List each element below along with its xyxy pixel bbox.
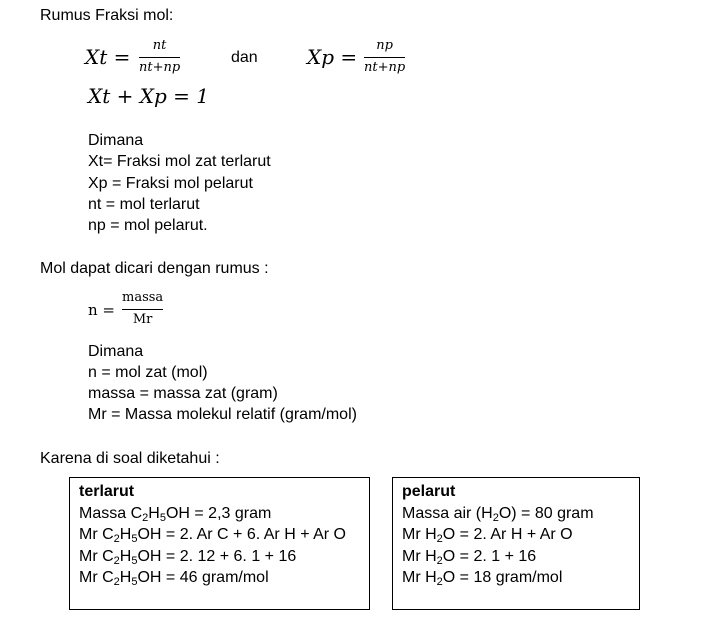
pelarut-box (392, 477, 640, 610)
def-np: np = mol pelarut. (88, 217, 208, 234)
terlarut-title: terlarut (79, 483, 135, 500)
dimana-label-2: Dimana (88, 343, 144, 360)
def-n: n = mol zat (mol) (88, 364, 208, 381)
terlarut-mr-result: Mr $C_2H_5OH = 46$ gram/mol (79, 569, 269, 588)
pelarut-mr-result: Mr $H_2O = 18$ gram/mol (402, 569, 563, 588)
pelarut-mr-subst: Mr $H_2O = 2$. 1 + 16 (402, 548, 537, 567)
dan-text: dan (231, 49, 258, 66)
pelarut-massa: Massa air $(H_2O) = 80$ gram (402, 505, 594, 524)
pelarut-title: pelarut (402, 483, 456, 500)
def-xt: Xt= Fraksi mol zat terlarut (88, 153, 271, 170)
n-fraction (122, 290, 163, 328)
dimana-label-1: Dimana (88, 132, 144, 149)
heading-rumus-fraksi-mol: Rumus Fraksi mol: (40, 7, 174, 24)
fraction-bar (364, 57, 405, 58)
xt-fraction (139, 38, 180, 76)
xt-numerator: nt (152, 38, 167, 53)
heading-diketahui: Karena di soal diketahui : (40, 450, 220, 467)
def-massa: massa = massa zat (gram) (88, 385, 278, 402)
xp-denominator: nt+np (364, 60, 406, 75)
terlarut-mr-formula: Mr $C_2H_5OH = 2$. Ar C + 6. Ar H + Ar O (79, 526, 346, 545)
xp-fraction (364, 38, 405, 76)
heading-mol-rumus: Mol dapat dicari dengan rumus : (40, 260, 269, 277)
terlarut-mr-subst: Mr $C_2H_5OH = 2$. 12 + 6. 1 + 16 (79, 548, 297, 567)
def-mr: Mr = Massa molekul relatif (gram/mol) (88, 406, 357, 423)
n-lhs: n = (88, 301, 115, 319)
def-nt: nt = mol terlarut (88, 196, 200, 213)
xt-lhs: Xt = (85, 45, 131, 69)
xp-numerator: np (376, 38, 393, 53)
xt-denominator: nt+np (139, 60, 181, 75)
fraction-bar (139, 57, 180, 58)
def-xp: Xp = Fraksi mol pelarut (88, 175, 253, 192)
sum-equation: Xt + Xp = 1 (88, 84, 209, 108)
xp-lhs: Xp = (307, 45, 358, 69)
n-denominator: Mr (132, 312, 153, 327)
pelarut-mr-formula: Mr $H_2O = 2$. Ar H + Ar O (402, 526, 573, 545)
n-numerator: massa (122, 290, 164, 305)
fraction-bar (122, 309, 163, 310)
terlarut-box (69, 477, 370, 610)
terlarut-massa: Massa $C_2H_5OH = 2,3$ gram (79, 505, 272, 524)
